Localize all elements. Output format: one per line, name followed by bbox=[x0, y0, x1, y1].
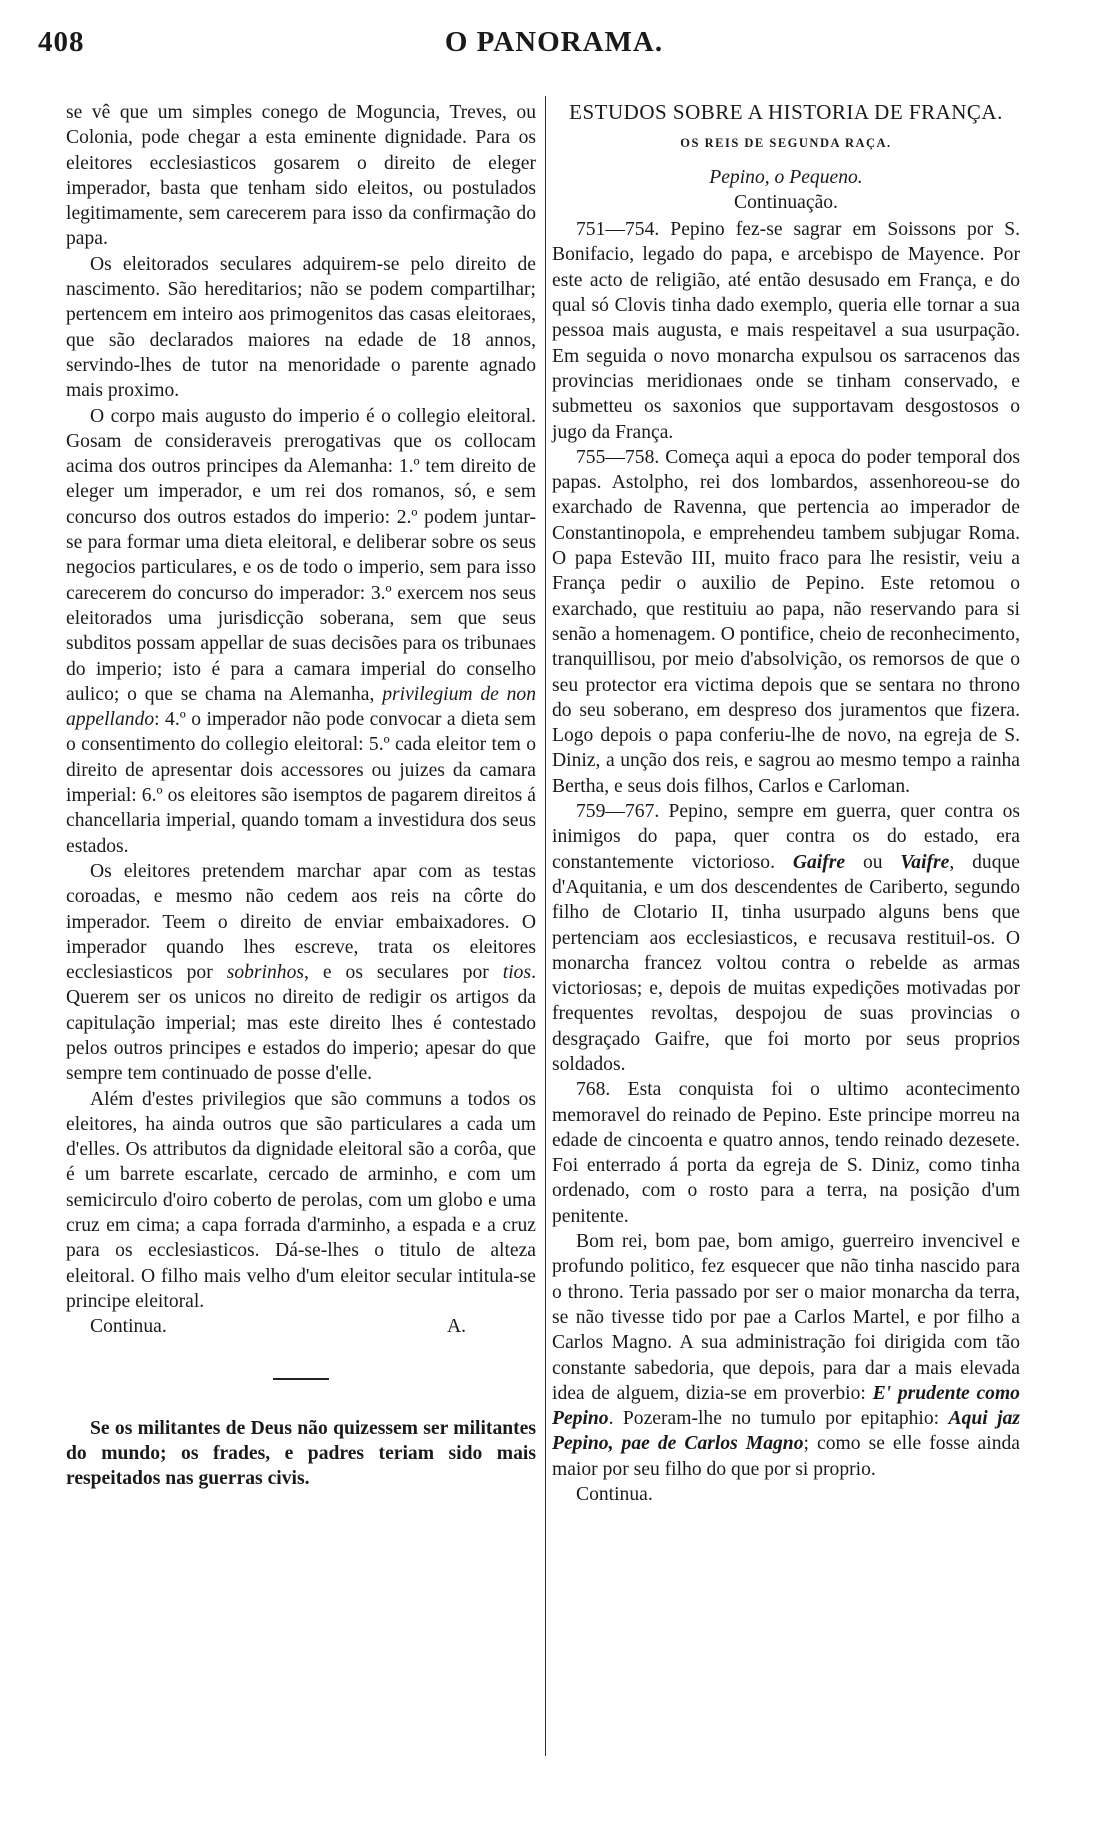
maxim: Se os militantes de Deus não quizessem ser militantes do mundo; os frades, e padres teriam sido mais respeitados nas guerras civis. bbox=[66, 1417, 536, 1490]
author-initial: A. bbox=[446, 1316, 466, 1338]
article-subtitle: OS REIS DE SEGUNDA RAÇA. bbox=[680, 136, 892, 151]
paragraph bbox=[66, 404, 536, 859]
paragraph bbox=[552, 1229, 1020, 1482]
section-rule bbox=[273, 1378, 329, 1380]
article-title: ESTUDOS SOBRE A HISTORIA DE FRANÇA. bbox=[569, 100, 1003, 124]
text-run: ou bbox=[845, 851, 901, 873]
continua-label: Continua. bbox=[576, 1484, 653, 1506]
page-number: 408 bbox=[38, 26, 85, 58]
paragraph bbox=[552, 799, 1020, 1077]
text-run: 759—767. Pepino, sempre em guerra, quer contra os inimigos do papa, quer contra os do estado, era constantemente victorioso. bbox=[552, 801, 1020, 873]
italic-phrase: privilegium de non appellando bbox=[66, 683, 536, 731]
text-run: ; como se elle fosse ainda maior por seu filho do que por si proprio. bbox=[552, 1433, 1020, 1480]
journal-title: O PANORAMA. bbox=[444, 26, 664, 58]
paragraph: Além d'estes privilegios que são communs a todos os eleitores, ha ainda outros que são particulares a cada um d'elles. Os attributos da dignidade eleitoral são a corôa, que é um barrete escarlate, cercado de arminho, e com um semicirculo d'oiro coberto de perolas, com um globo e uma cruz em cima; a capa forrada d'arminho, a espada e a cruz para os ecclesiasticos. Dá-se-lhes o titulo de alteza eleitoral. O filho mais velho d'um eleitor secular intitula-se principe eleitoral. bbox=[66, 1088, 536, 1312]
page-header bbox=[38, 18, 1070, 70]
column-divider bbox=[545, 96, 546, 1756]
right-column bbox=[552, 100, 1020, 1507]
italic-epitaph: Aqui jaz Pepino, pae de Carlos Magno bbox=[552, 1408, 1020, 1455]
text-run: Bom rei, bom pae, bom amigo, guerreiro invencivel e profundo politico, fez esquecer que não tinha nascido para o throno. Teria passado por ser o maior monarcha da terra, se não tivesse tido por pae a Carlos Martel, e por filho a Carlos Magno. A sua administração foi dirigida com tão constante sabedoria, que depois, para dar a mais elevada idea de alguem, dizia-se em proverbio: bbox=[552, 1231, 1020, 1404]
text-run: : 4.º o imperador não pode convocar a dieta sem o consentimento do collegio eleitoral: 5.º cada eleitor tem o direito de apresentar dois accessores ou juizes da camara imperial: 6.º os eleitores são isemptos de pagarem direitos á chancellaria imperial, quando tomam a investidura dos seus estados. bbox=[66, 709, 536, 857]
text-run: O corpo mais augusto do imperio é o collegio eleitoral. Gosam de consideraveis prerogativas que os collocam acima dos outros principes da Alemanha: 1.º tem direito de eleger um imperador, e um rei dos romanos, só, e sem concurso dos outros estados do imperio: 2.º podem juntar-se para formar uma dieta eleitoral, e deliberar sobre os seus negocios particulares, e os de todo o imperio, sem para isso carecerem do concurso do imperador: 3.º exercem nos seus eleitorados uma jurisdicção soberana, sem que seus subditos possam appellar de suas decisões para os tribunaes do imperio; isto é para a camara imperial do conselho aulico; o que se chama na Alemanha, bbox=[66, 405, 536, 705]
italic-name: Vaifre bbox=[900, 851, 950, 873]
continuation-label: Continuação. bbox=[734, 191, 838, 213]
italic-word: sobrinhos bbox=[226, 962, 304, 984]
paragraph: 751—754. Pepino fez-se sagrar em Soissons por S. Bonifacio, legado do papa, e arcebispo de Mayence. Por este acto de religião, até então desusado em França, e do qual só Clovis tinha dado exemplo, queria elle tornar a sua pessoa mais augusta, e mais respeitavel a sua usurpação. Em seguida o novo monarcha expulsou os sarracenos das provincias meridionaes onde se tinham conservado, e submetteu os saxonios que supportavam desgostosos o jugo da França. bbox=[552, 219, 1020, 443]
italic-word: tios bbox=[502, 962, 532, 984]
text-run: . Pozeram-lhe no tumulo por epitaphio: bbox=[608, 1408, 949, 1430]
text-run: , duque d'Aquitania, e um dos descendentes de Cariberto, segundo filho de Clotario II, tinha usurpado alguns bens que pertenciam aos ecclesiasticos, e recusava restituil-os. O monarcha francez voltou contra o rebelde as armas victoriosas; e, depois de muitas expedições motivadas por frequentes revoltas, despojou de suas provincias o desgraçado Gaifre, que foi morto por seus proprios soldados. bbox=[552, 851, 1021, 1075]
reign-heading: Pepino, o Pequeno. bbox=[709, 166, 863, 188]
signoff bbox=[66, 1314, 536, 1339]
text-run: . Querem ser os unicos no direito de redigir os artigos da capitulação imperial; mas este direito lhes é contestado pelos outros principes e estados do imperio; apesar do que sempre tem continuado de posse d'elle. bbox=[66, 962, 536, 1085]
paragraph: se vê que um simples conego de Moguncia, Treves, ou Colonia, pode chegar a esta eminente dignidade. Para os eleitores ecclesiasticos gosarem o direito de eleger imperador, basta que tenham sido eleitos, ou postulados legitimamente, sem carecerem para isso da confirmação do papa. bbox=[66, 102, 536, 250]
italic-name: Gaifre bbox=[792, 851, 846, 873]
text-run: Os eleitores pretendem marchar apar com as testas coroadas, e mesmo não cedem aos reis na côrte do imperador. Teem o direito de enviar embaixadores. O imperador quando lhes escreve, trata os eleitores ecclesiasticos por bbox=[66, 860, 536, 984]
paragraph: Os eleitorados seculares adquirem-se pelo direito de nascimento. São hereditarios; não se podem compartilhar; pertencem em inteiro aos primogenitos das casas eleitoraes, que são declarados maiores na edade de 18 annos, servindo-lhes de tutor na menoridade o parente agnado mais proximo. bbox=[66, 253, 536, 402]
text-run: , e os seculares por bbox=[304, 962, 503, 984]
paragraph bbox=[66, 859, 536, 1087]
paragraph: 768. Esta conquista foi o ultimo acontecimento memoravel do reinado de Pepino. Este principe morreu na edade de cincoenta e quatro annos, tendo reinado dezesete. Foi enterrado á porta da egreja de S. Diniz, como tinha ordenado, com o rosto para a terra, na posição d'um penitente. bbox=[552, 1079, 1020, 1227]
paragraph: 755—758. Começa aqui a epoca do poder temporal dos papas. Astolpho, rei dos lombardos, assenhoreou-se do exarchado de Ravenna, que pertencia ao imperador de Constantinopola, e emprehendeu tambem subjugar Roma. O papa Estevão III, muito fraco para lhe resistir, veiu a França pedir o auxilio de Pepino. Este retomou o exarchado, que restituiu ao papa, não reservando para si senão a homenagem. O pontifice, cheio de reconhecimento, tranquillisou, por meio d'absolvição, os remorsos de que o seu protector era victima depois que se sentara no throno do seu soberano, em despreso dos juramentos que fizera. Logo depois o papa conferiu-lhe de novo, na egreja de S. Diniz, a unção dos reis, e sagrou ao mesmo tempo a rainha Bertha, e seus dois filhos, Carlos e Carloman. bbox=[552, 446, 1020, 797]
continua-label: Continua. bbox=[90, 1316, 167, 1338]
italic-proverb: E' prudente como Pepino bbox=[552, 1382, 1020, 1430]
left-column bbox=[66, 100, 536, 1491]
